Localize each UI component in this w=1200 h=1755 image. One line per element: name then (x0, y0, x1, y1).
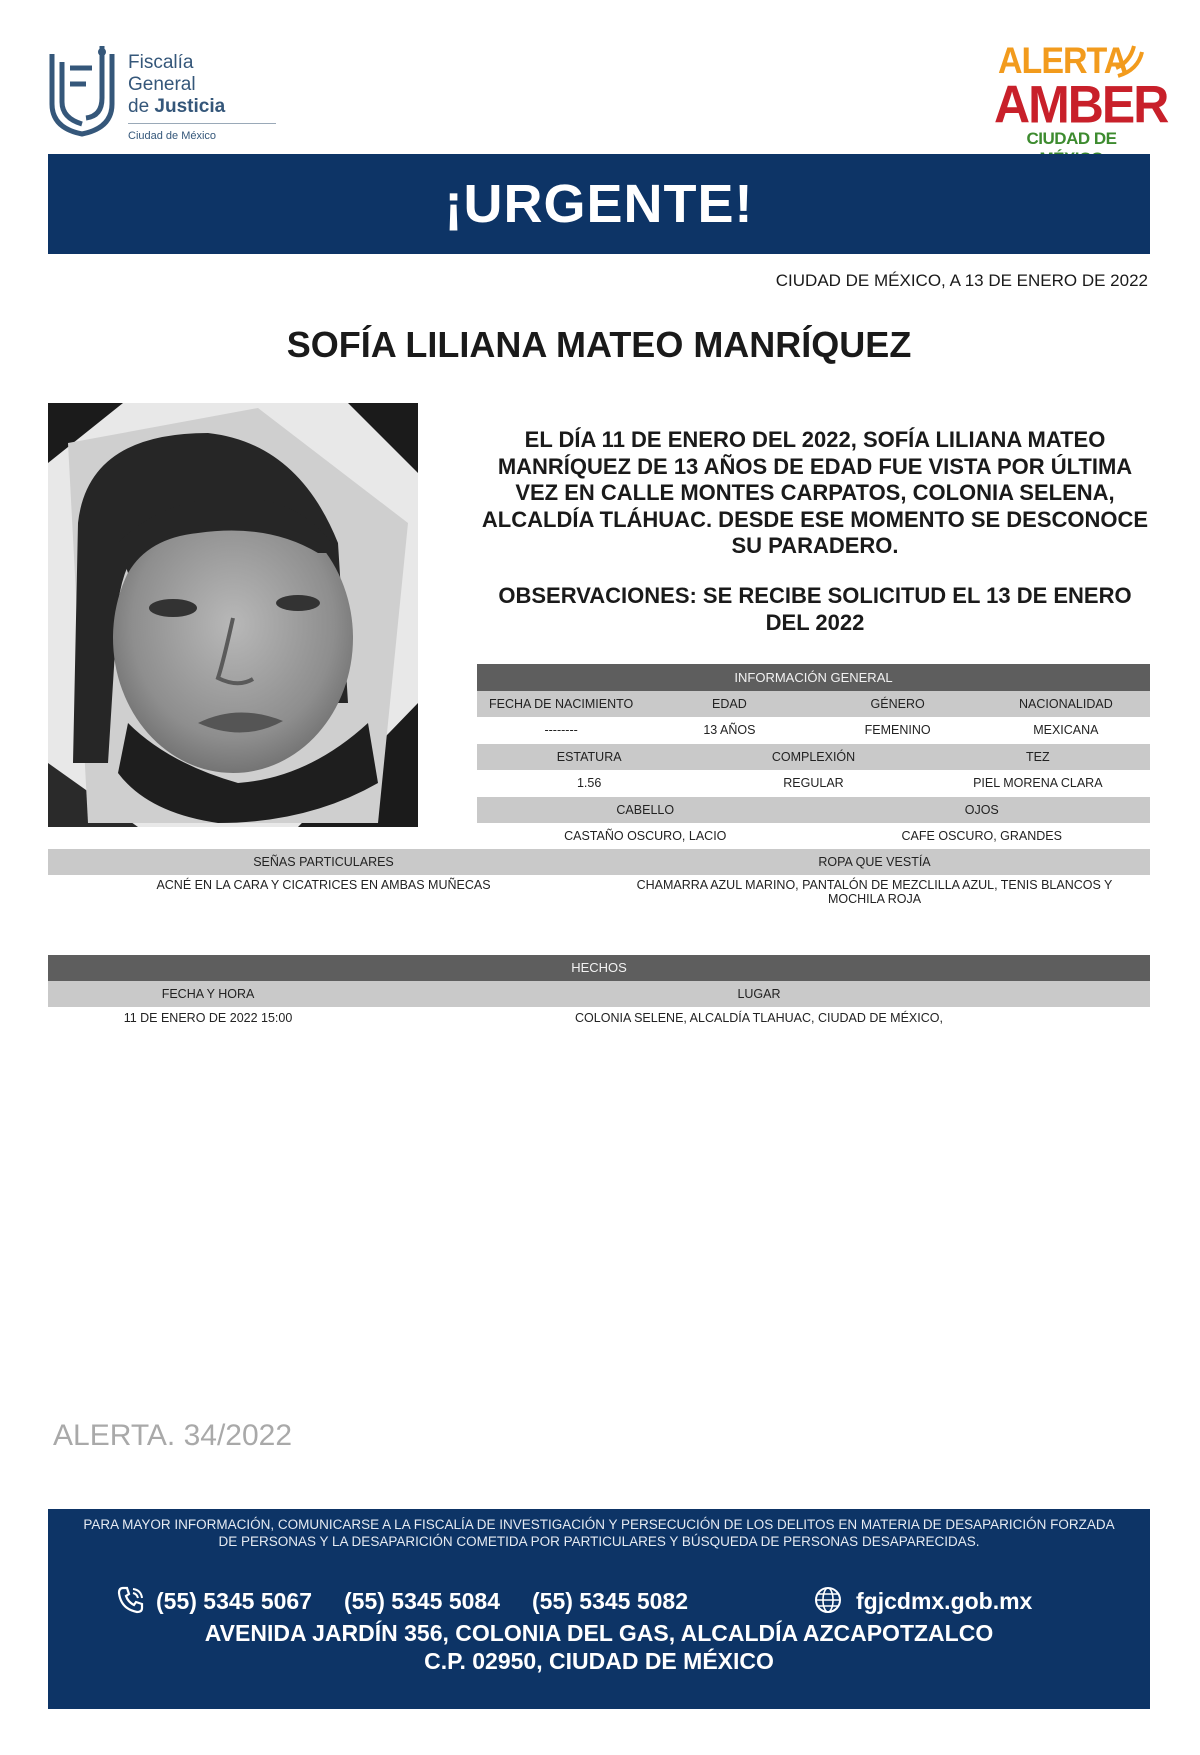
value-place: COLONIA SELENE, ALCALDÍA TLAHUAC, CIUDAD DE MÉXICO, (575, 1011, 943, 1025)
address-line: C.P. 02950, CIUDAD DE MÉXICO (424, 1648, 774, 1674)
agency-line: Fiscalía (128, 52, 194, 73)
fgj-logo-icon (48, 46, 118, 138)
value-marks: ACNÉ EN LA CARA Y CICATRICES EN AMBAS MUÑECAS (156, 878, 491, 892)
table-row (477, 691, 1150, 718)
label-gender: GÉNERO (870, 696, 925, 711)
label-eyes: OJOS (964, 802, 999, 817)
fgj-logo (48, 44, 248, 148)
label-datetime: FECHA Y HORA (161, 987, 255, 1001)
observations-text: OBSERVACIONES: SE RECIBE SOLICITUD EL 13 DE ENERO DEL 2022 (498, 583, 1132, 635)
table-row (48, 875, 1150, 906)
features-table (48, 849, 1150, 906)
label-place: LUGAR (737, 987, 781, 1001)
agency-subtitle: Ciudad de México (128, 130, 217, 142)
phone-number[interactable]: (55) 5345 5067 (156, 1588, 313, 1614)
office-address (48, 1619, 1150, 1675)
missing-person-photo (48, 403, 418, 827)
alert-number: ALERTA. 34/2022 (53, 1419, 293, 1452)
general-info-header (477, 664, 1150, 691)
urgent-banner: ¡URGENTE! (48, 154, 1150, 254)
label-height: ESTATURA (556, 749, 622, 764)
amber-logo-line1: ALERTA (998, 40, 1128, 82)
agency-line (128, 96, 225, 118)
table-row (48, 1007, 1150, 1025)
label-nationality: NACIONALIDAD (1018, 696, 1113, 711)
value-build: REGULAR (783, 776, 844, 791)
value-complexion: PIEL MORENA CLARA (973, 776, 1103, 791)
table-row (477, 823, 1150, 850)
events-table (48, 955, 1150, 1025)
value-eyes: CAFE OSCURO, GRANDES (901, 829, 1062, 844)
footer-note: PARA MAYOR INFORMACIÓN, COMUNICARSE A LA FISCALÍA DE INVESTIGACIÓN Y PERSECUCIÓN DE LOS DELITOS EN MATERIA DE DESAPARICIÓN FORZADA DE PERSONAS Y LA DESAPARICIÓN COMETIDA POR PARTICULARES Y BÚSQUEDA DE PERSONAS DESAPARECIDAS. (83, 1517, 1115, 1549)
value-gender: FEMENINO (864, 723, 931, 738)
label-birthdate: FECHA DE NACIMIENTO (489, 696, 634, 711)
phone-number[interactable]: (55) 5345 5082 (532, 1588, 689, 1614)
value-nationality: MEXICANA (1033, 723, 1099, 738)
amber-logo-line3: CIUDAD DE (1026, 129, 1117, 148)
label-age: EDAD (712, 696, 747, 711)
value-clothing: CHAMARRA AZUL MARINO, PANTALÓN DE MEZCLILLA AZUL, TENIS BLANCOS Y MOCHILA ROJA (636, 878, 1113, 906)
table-row (477, 744, 1150, 771)
contact-row (48, 1585, 1150, 1615)
value-hair: CASTAÑO OSCURO, LACIO (564, 829, 727, 844)
phone-number[interactable]: (55) 5345 5084 (344, 1588, 501, 1614)
label-marks: SEÑAS PARTICULARES (253, 855, 394, 869)
label-build: COMPLEXIÓN (771, 749, 856, 764)
website-link[interactable]: fgjcdmx.gob.mx (856, 1588, 1033, 1614)
address-line: AVENIDA JARDÍN 356, COLONIA DEL GAS, ALCALDÍA AZCAPOTZALCO (204, 1620, 994, 1646)
table-row (477, 797, 1150, 824)
value-age: 13 AÑOS (703, 723, 756, 738)
issue-date: CIUDAD DE MÉXICO, A 13 DE ENERO DE 2022 (775, 271, 1148, 290)
value-height: 1.56 (576, 776, 602, 791)
agency-line-prefix: de (128, 96, 155, 117)
agency-line: General (128, 74, 196, 95)
agency-name (128, 52, 225, 118)
table-row (48, 981, 1150, 1007)
agency-line-strong: Justicia (154, 96, 226, 117)
events-title: HECHOS (48, 955, 1150, 981)
value-datetime: 11 DE ENERO DE 2022 15:00 (123, 1011, 293, 1025)
contact-footer (48, 1509, 1150, 1709)
label-clothing: ROPA QUE VESTÍA (818, 855, 931, 869)
table-row (477, 770, 1150, 797)
amber-alert-logo (992, 40, 1168, 150)
table-row (477, 717, 1150, 744)
label-complexion: TEZ (1026, 749, 1050, 764)
logo-divider (128, 123, 276, 124)
narrative-text: EL DÍA 11 DE ENERO DEL 2022, SOFÍA LILIANA MATEO MANRÍQUEZ DE 13 AÑOS DE EDAD FUE VISTA POR ÚLTIMA VEZ EN CALLE MONTES CARPATOS, COLONIA SELENA, ALCALDÍA TLÁHUAC. DESDE ESE MOMENTO SE DESCONOCE SU PARADERO. (481, 427, 1149, 558)
missing-person-name: SOFÍA LILIANA MATEO MANRÍQUEZ (286, 324, 912, 365)
table-row (48, 849, 1150, 875)
phone-icon (116, 1585, 146, 1615)
general-info-table (477, 664, 1150, 850)
value-birthdate: -------- (544, 723, 578, 738)
general-info-title: INFORMACIÓN GENERAL (734, 669, 893, 685)
globe-icon (811, 1585, 845, 1615)
amber-logo-line2: AMBER (994, 75, 1168, 134)
label-hair: CABELLO (616, 802, 675, 817)
